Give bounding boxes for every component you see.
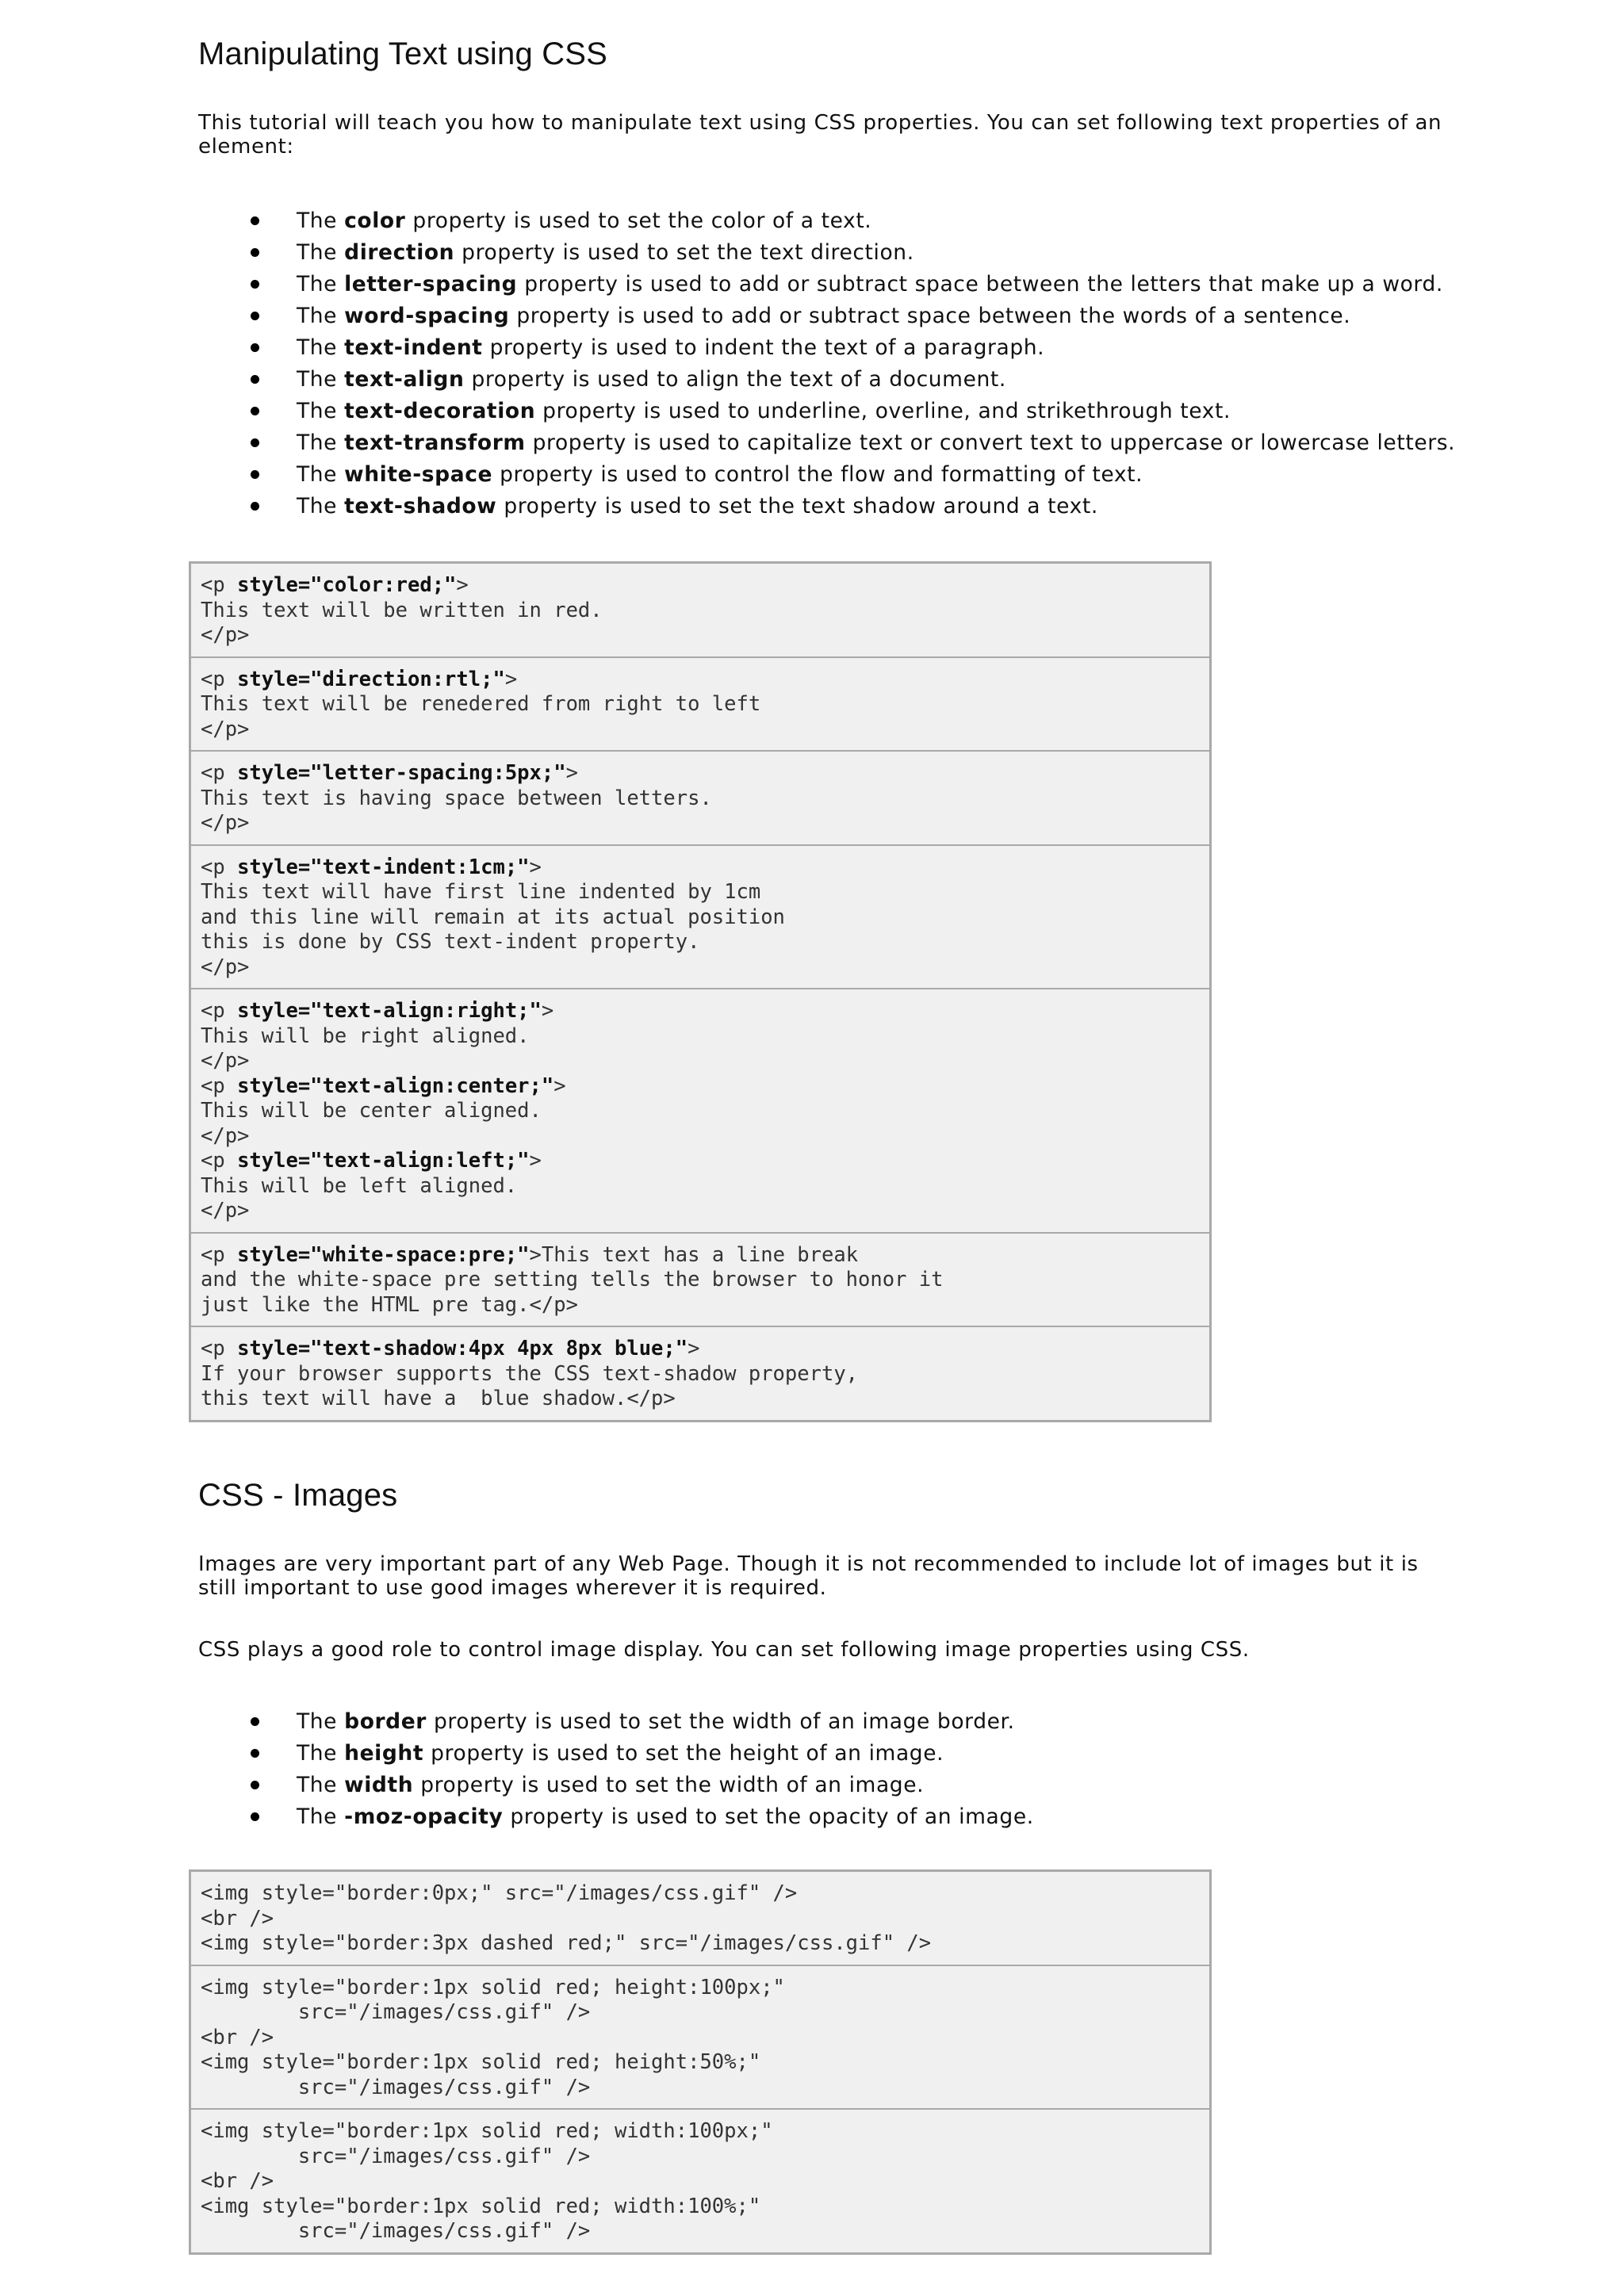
list-item-description: property is used to indent the text of a paragraph.	[482, 335, 1045, 360]
code-block	[191, 564, 1209, 656]
images-properties-paragraph: CSS plays a good role to control image display. You can set following image properties using CSS.	[198, 1638, 1250, 1662]
code-text: </p>	[201, 717, 250, 741]
code-line	[201, 1881, 1200, 1907]
property-name: border	[344, 1709, 427, 1734]
code-attribute: style="text-align:left;"	[237, 1149, 530, 1173]
code-attribute: style="text-shadow:4px 4px 8px blue;"	[237, 1337, 688, 1360]
images-intro-paragraph: Images are very important part of any Web Page. Though it is not recommended to include lot of images but it is still important to use good images wherever it is required.	[198, 1552, 1419, 1600]
list-item-description: property is used to add or subtract space between the letters that make up a word.	[517, 272, 1443, 297]
list-item-prefix: The	[297, 462, 345, 487]
property-name: text-transform	[344, 430, 526, 455]
code-text: <img style="border:1px solid red; width:100%;"	[201, 2194, 761, 2218]
list-item	[198, 300, 1467, 332]
code-block	[191, 988, 1209, 1232]
code-text: >	[541, 999, 554, 1023]
code-attribute: style="color:red;"	[237, 573, 457, 597]
code-text: >	[688, 1337, 700, 1360]
property-name: -moz-opacity	[344, 1804, 504, 1829]
code-line	[201, 1362, 1200, 1387]
bullet-icon	[251, 248, 259, 257]
intro-paragraph: This tutorial will teach you how to manipulate text using CSS properties. You can set following text properties of an element:	[198, 111, 1442, 159]
bullet-icon	[251, 407, 259, 415]
code-text: >	[553, 1073, 566, 1098]
code-line	[201, 2195, 1200, 2220]
code-line	[201, 573, 1200, 599]
code-line	[201, 1907, 1200, 1932]
code-line	[201, 930, 1200, 955]
code-text: <p	[201, 1337, 238, 1360]
list-item-description: property is used to set the text shadow around a text.	[496, 494, 1098, 519]
property-name: direction	[344, 240, 455, 265]
code-text: this text will have a blue shadow.</p>	[201, 1387, 676, 1410]
list-item-prefix: The	[297, 1741, 345, 1766]
code-text: This text will be written in red.	[201, 598, 603, 622]
property-name: color	[344, 209, 406, 233]
list-item	[198, 364, 1467, 396]
list-item	[198, 396, 1467, 427]
code-text: </p>	[201, 1199, 250, 1223]
bullet-icon	[251, 312, 259, 320]
property-name: height	[344, 1741, 424, 1766]
bullet-icon	[251, 1812, 259, 1821]
code-line	[201, 599, 1200, 624]
property-name: text-indent	[344, 335, 483, 360]
code-text: This will be right aligned.	[201, 1024, 530, 1048]
code-text: >	[529, 1149, 542, 1173]
code-line	[201, 1049, 1200, 1074]
code-line	[201, 955, 1200, 981]
code-line	[201, 1976, 1200, 2001]
code-text: <p	[201, 855, 238, 879]
code-text: >	[529, 855, 542, 879]
code-text: <img style="border:1px solid red; height:100px;"	[201, 1975, 785, 1999]
code-line	[201, 1293, 1200, 1318]
code-line	[201, 1099, 1200, 1124]
code-text: This text is having space between letters.	[201, 786, 712, 810]
section-title-text-css: Manipulating Text using CSS	[198, 36, 608, 71]
code-text: src="/images/css.gif" />	[201, 2219, 591, 2243]
bullet-icon	[251, 1717, 259, 1726]
bullet-icon	[251, 502, 259, 511]
list-item-prefix: The	[297, 209, 345, 233]
code-block	[191, 656, 1209, 751]
list-item-description: property is used to control the flow and formatting of text.	[492, 462, 1143, 487]
code-line	[201, 2000, 1200, 2026]
image-examples-code-box	[189, 1869, 1212, 2255]
list-item	[198, 427, 1467, 459]
list-item-prefix: The	[297, 1709, 345, 1734]
code-line	[201, 786, 1200, 812]
code-text: just like the HTML pre tag.</p>	[201, 1292, 578, 1317]
list-item-prefix: The	[297, 430, 345, 455]
code-text: and the white-space pre setting tells the browser to honor it	[201, 1268, 944, 1292]
bullet-icon	[251, 470, 259, 479]
code-text: <br />	[201, 1906, 274, 1931]
code-line	[201, 2169, 1200, 2195]
property-name: white-space	[344, 462, 493, 487]
code-block	[191, 1232, 1209, 1326]
code-line	[201, 1931, 1200, 1957]
list-item-prefix: The	[297, 304, 345, 328]
code-attribute: style="white-space:pre;"	[237, 1242, 530, 1267]
list-item-description: property is used to set the width of an image border.	[426, 1709, 1015, 1734]
list-item-prefix: The	[297, 399, 345, 423]
bullet-icon	[251, 1781, 259, 1789]
bullet-icon	[251, 375, 259, 384]
list-item	[198, 459, 1467, 491]
code-line	[201, 905, 1200, 931]
list-item-description: property is used to set the opacity of an image.	[503, 1804, 1034, 1829]
code-attribute: style="text-align:center;"	[237, 1073, 554, 1098]
code-line	[201, 2050, 1200, 2076]
code-text: src="/images/css.gif" />	[201, 2000, 591, 2024]
list-item	[198, 491, 1467, 522]
code-text: >This text has a line break	[529, 1242, 859, 1267]
code-block	[191, 1326, 1209, 1420]
section-title-css-images: CSS - Images	[198, 1478, 398, 1513]
code-text: <img style="border:3px dashed red;" src="/images/css.gif" />	[201, 1931, 932, 1955]
image-properties-list	[198, 1706, 1467, 1833]
code-text: <br />	[201, 2169, 274, 2193]
code-line	[201, 855, 1200, 881]
code-text: <img style="border:1px solid red; width:100px;"	[201, 2119, 773, 2143]
list-item-description: property is used to set the width of an image.	[413, 1773, 925, 1797]
code-line	[201, 1268, 1200, 1293]
code-block	[191, 2108, 1209, 2252]
bullet-icon	[251, 216, 259, 225]
code-text: <br />	[201, 2025, 274, 2049]
list-item	[198, 1770, 1467, 1801]
code-line	[201, 2026, 1200, 2051]
list-item-description: property is used to underline, overline, and strikethrough text.	[535, 399, 1231, 423]
code-text: src="/images/css.gif" />	[201, 2075, 591, 2099]
code-text: <p	[201, 1242, 238, 1267]
list-item-description: property is used to set the text direction.	[454, 240, 914, 265]
code-text: </p>	[201, 1123, 250, 1148]
code-line	[201, 668, 1200, 693]
list-item-prefix: The	[297, 335, 345, 360]
list-item-prefix: The	[297, 494, 345, 519]
code-text: </p>	[201, 623, 250, 647]
code-text: This text will have first line indented by 1cm	[201, 880, 761, 904]
list-item-description: property is used to set the color of a text.	[405, 209, 872, 233]
text-examples-code-box	[189, 561, 1212, 1422]
code-line	[201, 1149, 1200, 1174]
list-item	[198, 269, 1467, 300]
list-item	[198, 237, 1467, 269]
code-text: >	[504, 667, 518, 691]
code-text: >	[565, 761, 578, 785]
code-text: </p>	[201, 955, 250, 979]
code-text: <p	[201, 761, 238, 785]
list-item-prefix: The	[297, 1773, 345, 1797]
code-text: This will be center aligned.	[201, 1099, 542, 1123]
code-attribute: style="direction:rtl;"	[237, 667, 505, 691]
list-item-description: property is used to align the text of a document.	[464, 367, 1006, 392]
list-item-prefix: The	[297, 1804, 345, 1829]
code-text: <p	[201, 573, 238, 597]
code-block	[191, 1872, 1209, 1965]
code-text: </p>	[201, 1049, 250, 1073]
property-name: width	[344, 1773, 414, 1797]
code-text: <p	[201, 1149, 238, 1173]
code-line	[201, 1199, 1200, 1224]
list-item	[198, 332, 1467, 364]
code-text: <p	[201, 1073, 238, 1098]
property-name: text-shadow	[344, 494, 497, 519]
property-name: word-spacing	[344, 304, 510, 328]
bullet-icon	[251, 280, 259, 289]
code-text: <img style="border:1px solid red; height:50%;"	[201, 2050, 761, 2074]
code-line	[201, 1387, 1200, 1412]
code-text: This will be left aligned.	[201, 1173, 518, 1198]
code-text: <img style="border:0px;" src="/images/css.gif" />	[201, 1881, 798, 1905]
list-item	[198, 1706, 1467, 1738]
property-name: text-align	[344, 367, 465, 392]
code-attribute: style="text-indent:1cm;"	[237, 855, 530, 879]
code-text: </p>	[201, 811, 250, 835]
code-line	[201, 718, 1200, 743]
code-line	[201, 1024, 1200, 1050]
code-text: this is done by CSS text-indent property.	[201, 930, 700, 954]
code-block	[191, 750, 1209, 844]
code-attribute: style="letter-spacing:5px;"	[237, 761, 566, 785]
code-line	[201, 2219, 1200, 2244]
list-item-prefix: The	[297, 272, 345, 297]
code-text: <p	[201, 999, 238, 1023]
code-text: and this line will remain at its actual position	[201, 905, 785, 929]
code-line	[201, 761, 1200, 786]
code-line	[201, 2119, 1200, 2145]
code-line	[201, 623, 1200, 649]
code-line	[201, 692, 1200, 718]
code-attribute: style="text-align:right;"	[237, 999, 542, 1023]
code-text: If your browser supports the CSS text-shadow property,	[201, 1361, 859, 1386]
property-name: letter-spacing	[344, 272, 518, 297]
code-text: >	[456, 573, 469, 597]
list-item	[198, 1738, 1467, 1770]
code-line	[201, 880, 1200, 905]
list-item-description: property is used to capitalize text or convert text to uppercase or lowercase letters.	[525, 430, 1456, 455]
code-block	[191, 1965, 1209, 2109]
code-line	[201, 1074, 1200, 1100]
list-item-prefix: The	[297, 367, 345, 392]
code-line	[201, 999, 1200, 1024]
code-text: This text will be renedered from right to left	[201, 692, 761, 716]
code-text: src="/images/css.gif" />	[201, 2144, 591, 2168]
property-name: text-decoration	[344, 399, 536, 423]
code-line	[201, 1337, 1200, 1362]
code-line	[201, 2076, 1200, 2101]
code-line	[201, 1124, 1200, 1150]
code-line	[201, 811, 1200, 836]
bullet-icon	[251, 438, 259, 447]
list-item-description: property is used to add or subtract space between the words of a sentence.	[509, 304, 1351, 328]
list-item	[198, 205, 1467, 237]
bullet-icon	[251, 1749, 259, 1758]
list-item	[198, 1801, 1467, 1833]
list-item-description: property is used to set the height of an image.	[423, 1741, 944, 1766]
code-line	[201, 1243, 1200, 1269]
bullet-icon	[251, 343, 259, 352]
code-line	[201, 1174, 1200, 1200]
text-properties-list	[198, 205, 1467, 522]
code-block	[191, 844, 1209, 989]
list-item-prefix: The	[297, 240, 345, 265]
code-line	[201, 2145, 1200, 2170]
code-text: <p	[201, 667, 238, 691]
